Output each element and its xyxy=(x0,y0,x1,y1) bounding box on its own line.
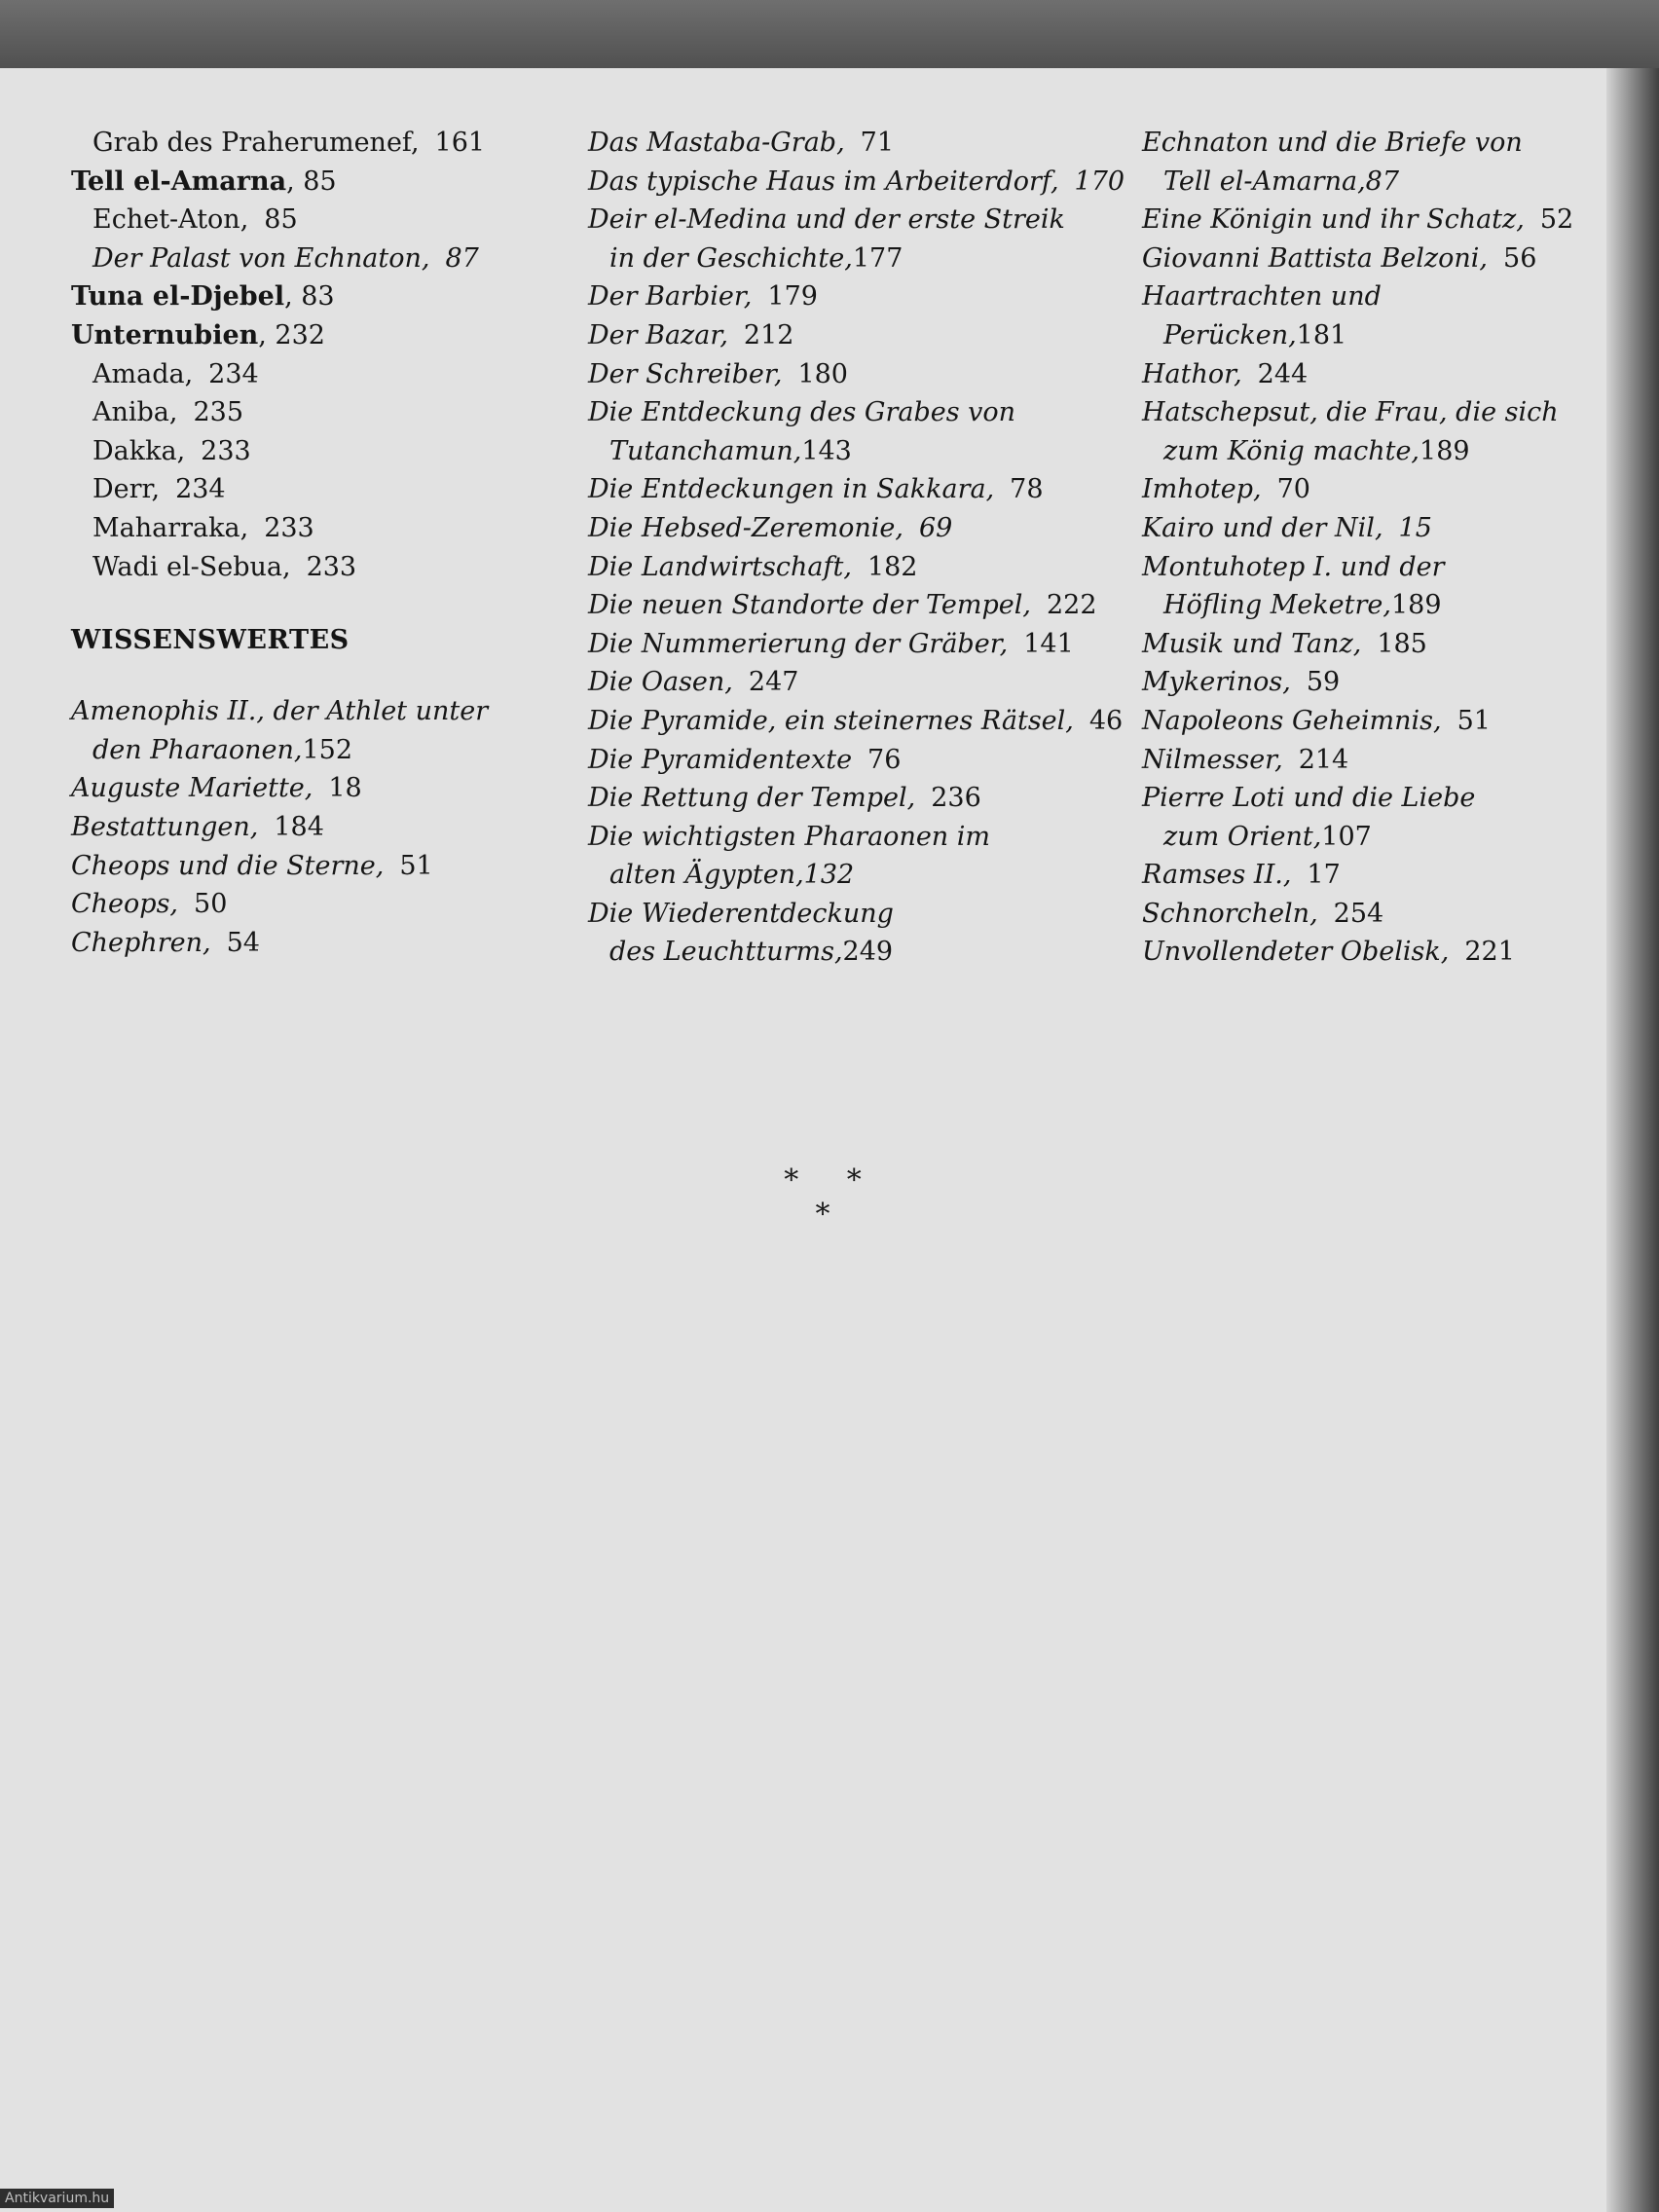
index-entry: Der Barbier, 179 xyxy=(588,281,818,313)
index-entry: Die Entdeckung des Grabes von xyxy=(588,397,1016,428)
index-entry-heading: Tuna el-Djebel, 83 xyxy=(71,281,335,313)
index-entry: Wadi el-Sebua, 233 xyxy=(92,551,357,582)
index-entry: Derr, 234 xyxy=(92,474,226,505)
index-entry-continuation: Perücken,181 xyxy=(1163,319,1347,350)
index-entry: Musik und Tanz, 185 xyxy=(1142,628,1427,659)
index-entry: Cheops, 50 xyxy=(71,889,228,920)
index-entry: Die Pyramidentexte 76 xyxy=(588,744,902,775)
index-entry: Giovanni Battista Belzoni, 56 xyxy=(1142,242,1537,274)
index-entry: Deir el-Medina und der erste Streik xyxy=(588,204,1065,236)
index-entry: Echnaton und die Briefe von xyxy=(1142,128,1523,158)
index-entry: Amada, 234 xyxy=(92,358,259,389)
index-entry: Chephren, 54 xyxy=(71,927,260,958)
index-entry: Grab des Praherumenef, 161 xyxy=(92,128,486,158)
index-entry: Hathor, 244 xyxy=(1142,358,1309,389)
index-entry: Die Hebsed-Zeremonie, 69 xyxy=(588,512,953,543)
index-entry: Der Schreiber, 180 xyxy=(588,358,848,389)
index-entry-continuation: den Pharaonen,152 xyxy=(92,734,353,765)
index-entry: Echet-Aton, 85 xyxy=(92,204,298,236)
index-entry: Der Bazar, 212 xyxy=(588,319,794,350)
section-heading: WISSENSWERTES xyxy=(71,625,350,656)
index-entry: Dakka, 233 xyxy=(92,435,251,466)
index-entry: Das Mastaba-Grab, 71 xyxy=(588,128,895,158)
index-entry: Die Landwirtschaft, 182 xyxy=(588,551,918,582)
index-entry: Cheops und die Sterne, 51 xyxy=(71,850,433,881)
index-entry: Die wichtigsten Pharaonen im xyxy=(588,821,991,852)
index-column-1 xyxy=(71,124,577,962)
index-entry-continuation: Tell el-Amarna,87 xyxy=(1163,166,1400,197)
background-strip xyxy=(0,0,1659,76)
index-entry: Imhotep, 70 xyxy=(1142,474,1310,505)
index-entry-continuation: in der Geschichte,177 xyxy=(609,242,903,274)
index-column-2 xyxy=(588,124,1125,972)
index-entry: Auguste Mariette, 18 xyxy=(71,773,362,804)
index-entry: Amenophis II., der Athlet unter xyxy=(71,696,489,727)
index-entry: Bestattungen, 184 xyxy=(71,811,324,842)
index-entry-heading: Unternubien, 232 xyxy=(71,319,325,350)
index-entry: Der Palast von Echnaton, 87 xyxy=(92,242,479,274)
index-entry-continuation: Höfling Meketre,189 xyxy=(1163,590,1442,621)
index-entry: Die Rettung der Tempel, 236 xyxy=(588,783,981,814)
index-entry-continuation: zum Orient,107 xyxy=(1163,821,1372,852)
index-entry-continuation: des Leuchtturms,249 xyxy=(609,937,894,968)
index-entry-continuation: alten Ägypten,132 xyxy=(609,860,855,891)
page-edge-shadow xyxy=(1606,68,1659,2212)
index-entry-heading: Tell el-Amarna, 85 xyxy=(71,166,337,197)
index-entry: Das typische Haus im Arbeiterdorf, 170 xyxy=(588,166,1125,197)
index-entry: Maharraka, 233 xyxy=(92,512,314,543)
index-entry: Mykerinos, 59 xyxy=(1142,667,1341,698)
index-entry: Schnorcheln, 254 xyxy=(1142,898,1384,929)
index-entry: Die Nummerierung der Gräber, 141 xyxy=(588,628,1074,659)
section-separator: * * * xyxy=(784,1163,881,1232)
index-entry: Aniba, 235 xyxy=(92,397,244,428)
index-entry: Eine Königin und ihr Schatz, 52 xyxy=(1142,204,1574,236)
watermark: Antikvarium.hu xyxy=(0,2189,114,2208)
index-entry: Pierre Loti und die Liebe xyxy=(1142,783,1476,814)
index-entry: Unvollendeter Obelisk, 221 xyxy=(1142,937,1515,968)
index-entry: Napoleons Geheimnis, 51 xyxy=(1142,705,1491,736)
index-entry: Montuhotep I. und der xyxy=(1142,551,1445,582)
index-entry: Die Entdeckungen in Sakkara, 78 xyxy=(588,474,1044,505)
index-entry: Die Pyramide, ein steinernes Rätsel, 46 xyxy=(588,705,1124,736)
index-entry-continuation: Tutanchamun,143 xyxy=(609,435,852,466)
index-entry: Haartrachten und xyxy=(1142,281,1382,313)
index-column-3 xyxy=(1142,124,1609,972)
index-entry-continuation: zum König machte,189 xyxy=(1163,435,1470,466)
index-entry: Kairo und der Nil, 15 xyxy=(1142,512,1432,543)
index-entry: Die Oasen, 247 xyxy=(588,667,799,698)
index-entry: Nilmesser, 214 xyxy=(1142,744,1349,775)
index-entry: Die neuen Standorte der Tempel, 222 xyxy=(588,590,1097,621)
index-entry: Die Wiederentdeckung xyxy=(588,898,894,929)
index-entry: Hatschepsut, die Frau, die sich xyxy=(1142,397,1559,428)
index-entry: Ramses II., 17 xyxy=(1142,860,1341,891)
